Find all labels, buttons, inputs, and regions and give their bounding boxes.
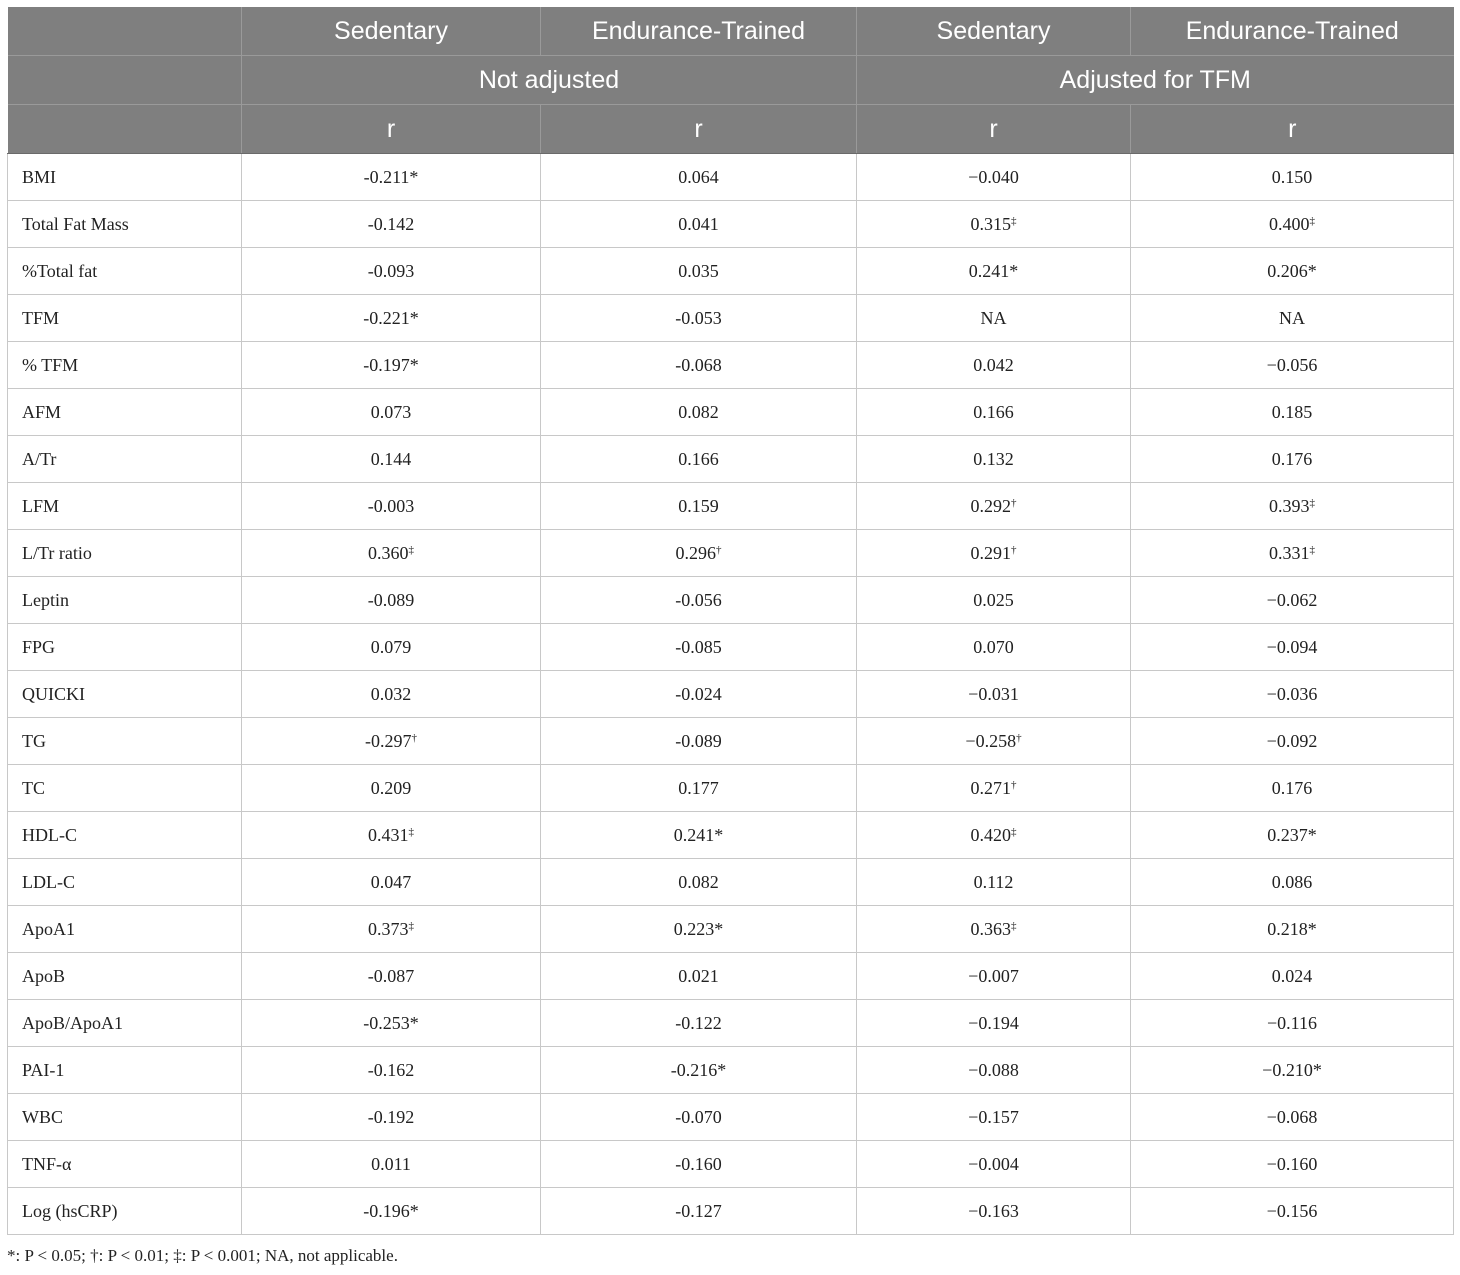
correlation-value: 0.185 [1271, 401, 1313, 422]
row-value-cell [541, 1141, 857, 1188]
row-value-cell [857, 577, 1131, 624]
row-value-cell [242, 295, 541, 342]
row-value-cell [541, 248, 857, 295]
row-label: LFM [8, 483, 242, 530]
correlation-value: −0.007 [968, 965, 1019, 986]
table-row [8, 342, 1454, 389]
row-label: L/Tr ratio [8, 530, 242, 577]
row-value-cell [1131, 671, 1454, 718]
header-r: r [242, 105, 541, 154]
row-value-cell [857, 295, 1131, 342]
row-label: % TFM [8, 342, 242, 389]
row-label: ApoB/ApoA1 [8, 1000, 242, 1047]
row-value-cell [541, 953, 857, 1000]
row-value-cell [242, 765, 541, 812]
correlation-value: 0.047 [370, 871, 412, 892]
correlation-value: 0.079 [370, 636, 412, 657]
row-value-cell [1131, 1000, 1454, 1047]
row-value-cell [857, 436, 1131, 483]
row-value-cell [541, 1047, 857, 1094]
correlation-value: 0.159 [678, 495, 719, 516]
row-value-cell [1131, 342, 1454, 389]
table-row [8, 718, 1454, 765]
row-label: QUICKI [8, 671, 242, 718]
correlation-value: 0.206* [1267, 260, 1317, 281]
row-value-cell [242, 201, 541, 248]
table-body [8, 154, 1454, 1235]
row-value-cell [541, 436, 857, 483]
correlation-value: 0.176 [1271, 448, 1313, 469]
correlation-value: 0.132 [973, 448, 1014, 469]
correlation-value: -0.221* [363, 307, 419, 328]
row-label: Total Fat Mass [8, 201, 242, 248]
table-row [8, 154, 1454, 201]
significance-mark: ‡ [408, 919, 414, 932]
table-row [8, 201, 1454, 248]
correlation-value: -0.068 [675, 354, 722, 375]
row-value-cell [242, 1000, 541, 1047]
row-value-cell [1131, 765, 1454, 812]
row-label: FPG [8, 624, 242, 671]
row-label: TG [8, 718, 242, 765]
row-label: WBC [8, 1094, 242, 1141]
correlation-value: -0.196* [363, 1200, 419, 1221]
row-value-cell [857, 624, 1131, 671]
row-value-cell [1131, 154, 1454, 201]
table-row [8, 953, 1454, 1000]
table-row [8, 1000, 1454, 1047]
correlation-value: -0.089 [675, 730, 722, 751]
correlation-value: 0.144 [370, 448, 412, 469]
header-sedentary-adjusted: Sedentary [857, 7, 1131, 56]
row-value-cell [242, 389, 541, 436]
row-value-cell [857, 483, 1131, 530]
correlation-value: 0.064 [678, 166, 719, 187]
correlation-value: −0.056 [1266, 354, 1318, 375]
row-value-cell [1131, 1188, 1454, 1235]
row-label: Leptin [8, 577, 242, 624]
row-value-cell [242, 859, 541, 906]
row-value-cell [541, 812, 857, 859]
row-value-cell [857, 154, 1131, 201]
row-value-cell [541, 342, 857, 389]
correlation-value: -0.253* [363, 1012, 419, 1033]
table-footnote: *: P < 0.05; †: P < 0.01; ‡: P < 0.001; NA, not applicable. [7, 1246, 398, 1265]
correlation-value: -0.211* [363, 166, 419, 187]
correlation-value: 0.296 [675, 542, 716, 563]
correlation-value: 0.032 [370, 683, 412, 704]
row-value-cell [857, 1141, 1131, 1188]
correlation-value: -0.024 [675, 683, 722, 704]
row-value-cell [242, 483, 541, 530]
significance-mark: ‡ [1011, 825, 1017, 838]
row-value-cell [242, 812, 541, 859]
table-row [8, 389, 1454, 436]
correlation-value: 0.315 [970, 213, 1011, 234]
significance-mark: ‡ [1309, 543, 1315, 556]
significance-mark: ‡ [408, 825, 414, 838]
header-r: r [541, 105, 857, 154]
row-value-cell [857, 671, 1131, 718]
correlation-value: -0.003 [367, 495, 415, 516]
header-row-groups [8, 7, 1454, 56]
correlation-value: -0.162 [367, 1059, 415, 1080]
row-value-cell [857, 248, 1131, 295]
row-value-cell [1131, 906, 1454, 953]
significance-mark: ‡ [408, 543, 414, 556]
correlation-value: −0.156 [1266, 1200, 1318, 1221]
correlation-value: 0.237* [1267, 824, 1317, 845]
row-value-cell [541, 1094, 857, 1141]
table-row [8, 624, 1454, 671]
row-value-cell [541, 201, 857, 248]
correlation-value: 0.241* [968, 260, 1019, 281]
table-row [8, 906, 1454, 953]
significance-mark: † [411, 731, 417, 744]
row-value-cell [242, 436, 541, 483]
significance-mark: † [1011, 778, 1017, 791]
correlation-value: −0.031 [968, 683, 1019, 704]
correlation-value: 0.166 [973, 401, 1014, 422]
correlation-value: 0.042 [973, 354, 1014, 375]
header-endurance-trained-adjusted: Endurance-Trained [1131, 7, 1454, 56]
correlation-value: NA [1279, 307, 1305, 328]
correlation-value: 0.431 [368, 824, 409, 845]
correlation-value: 0.400 [1269, 213, 1310, 234]
correlation-value: -0.093 [367, 260, 415, 281]
correlation-value: 0.035 [678, 260, 719, 281]
row-value-cell [242, 624, 541, 671]
row-value-cell [1131, 624, 1454, 671]
row-value-cell [857, 953, 1131, 1000]
row-value-cell [242, 1047, 541, 1094]
row-value-cell [242, 342, 541, 389]
correlation-value: 0.150 [1271, 166, 1313, 187]
header-r: r [857, 105, 1131, 154]
row-value-cell [242, 1094, 541, 1141]
row-value-cell [541, 389, 857, 436]
row-value-cell [242, 248, 541, 295]
row-value-cell [857, 1094, 1131, 1141]
significance-mark: † [1016, 731, 1022, 744]
row-value-cell [1131, 248, 1454, 295]
row-value-cell [857, 389, 1131, 436]
row-value-cell [541, 859, 857, 906]
correlation-value: -0.053 [675, 307, 722, 328]
header-sedentary: Sedentary [242, 7, 541, 56]
row-value-cell [1131, 436, 1454, 483]
row-value-cell [1131, 483, 1454, 530]
significance-mark: ‡ [1309, 214, 1315, 227]
table-row [8, 812, 1454, 859]
correlation-value: 0.021 [678, 965, 719, 986]
row-label: ApoA1 [8, 906, 242, 953]
correlation-value: 0.393 [1269, 495, 1310, 516]
correlation-value: 0.086 [1271, 871, 1313, 892]
header-corner-cell [8, 7, 242, 56]
correlation-value: -0.087 [367, 965, 415, 986]
row-value-cell [1131, 718, 1454, 765]
row-value-cell [541, 765, 857, 812]
correlation-value: 0.271 [970, 777, 1011, 798]
row-label: HDL-C [8, 812, 242, 859]
table-row [8, 1094, 1454, 1141]
row-value-cell [541, 718, 857, 765]
correlation-value: -0.192 [367, 1106, 415, 1127]
correlation-value: -0.056 [675, 589, 722, 610]
correlation-value: −0.068 [1266, 1106, 1318, 1127]
row-value-cell [541, 154, 857, 201]
row-value-cell [242, 953, 541, 1000]
correlation-value: -0.197* [363, 354, 419, 375]
table-row [8, 671, 1454, 718]
correlation-value: NA [980, 307, 1007, 328]
row-label: TFM [8, 295, 242, 342]
correlation-value: -0.127 [675, 1200, 722, 1221]
correlation-table-container [7, 7, 1453, 1235]
correlation-value: 0.166 [678, 448, 719, 469]
table-row [8, 1047, 1454, 1094]
correlation-value: −0.004 [968, 1153, 1019, 1174]
row-value-cell [242, 577, 541, 624]
row-value-cell [541, 906, 857, 953]
correlation-value: 0.291 [970, 542, 1011, 563]
correlation-value: 0.360 [368, 542, 409, 563]
significance-mark: † [716, 543, 722, 556]
row-value-cell [541, 483, 857, 530]
table-row [8, 1188, 1454, 1235]
row-value-cell [242, 1188, 541, 1235]
correlation-value: 0.363 [970, 918, 1011, 939]
table-row [8, 765, 1454, 812]
significance-mark: ‡ [1011, 214, 1017, 227]
significance-mark: ‡ [1309, 496, 1315, 509]
correlation-value: -0.085 [675, 636, 722, 657]
correlation-value: -0.089 [367, 589, 415, 610]
row-value-cell [857, 765, 1131, 812]
header-row-statistic [8, 105, 1454, 154]
row-value-cell [1131, 389, 1454, 436]
significance-mark: ‡ [1011, 919, 1017, 932]
row-label: PAI-1 [8, 1047, 242, 1094]
row-value-cell [242, 154, 541, 201]
correlation-value: 0.112 [973, 871, 1014, 892]
correlation-value: 0.218* [1267, 918, 1317, 939]
table-row [8, 295, 1454, 342]
correlation-value: −0.036 [1266, 683, 1318, 704]
row-value-cell [1131, 859, 1454, 906]
row-label: TNF-α [8, 1141, 242, 1188]
row-value-cell [857, 342, 1131, 389]
row-value-cell [541, 530, 857, 577]
row-value-cell [1131, 530, 1454, 577]
header-not-adjusted: Not adjusted [242, 56, 857, 105]
table-header [8, 7, 1454, 154]
correlation-value: −0.210* [1262, 1059, 1322, 1080]
table-row [8, 530, 1454, 577]
header-r: r [1131, 105, 1454, 154]
correlation-value: 0.420 [970, 824, 1011, 845]
row-label: A/Tr [8, 436, 242, 483]
correlation-value: 0.041 [678, 213, 719, 234]
correlation-value: -0.160 [675, 1153, 722, 1174]
correlation-value: 0.331 [1269, 542, 1310, 563]
row-value-cell [1131, 1094, 1454, 1141]
correlation-value: 0.241* [673, 824, 724, 845]
correlation-value: 0.073 [370, 401, 412, 422]
row-value-cell [857, 718, 1131, 765]
correlation-value: 0.223* [673, 918, 724, 939]
table-row [8, 483, 1454, 530]
correlation-value: −0.258 [965, 730, 1017, 751]
header-empty-cell [8, 56, 242, 105]
row-value-cell [857, 1188, 1131, 1235]
correlation-value: −0.092 [1266, 730, 1318, 751]
row-value-cell [541, 624, 857, 671]
correlation-value: 0.082 [678, 871, 719, 892]
row-value-cell [242, 1141, 541, 1188]
correlation-value: −0.194 [968, 1012, 1019, 1033]
correlation-value: 0.025 [973, 589, 1014, 610]
correlation-value: 0.373 [368, 918, 409, 939]
correlation-value: −0.160 [1266, 1153, 1318, 1174]
row-value-cell [1131, 953, 1454, 1000]
correlation-value: -0.297 [365, 730, 412, 751]
row-value-cell [857, 906, 1131, 953]
row-value-cell [1131, 812, 1454, 859]
row-label: ApoB [8, 953, 242, 1000]
row-value-cell [541, 1188, 857, 1235]
correlation-value: −0.116 [1267, 1012, 1317, 1033]
correlation-value: -0.122 [675, 1012, 722, 1033]
row-value-cell [857, 812, 1131, 859]
table-row [8, 577, 1454, 624]
correlation-value: -0.216* [670, 1059, 727, 1080]
table-row [8, 436, 1454, 483]
row-label: BMI [8, 154, 242, 201]
correlation-value: −0.088 [968, 1059, 1019, 1080]
correlation-value: 0.082 [678, 401, 719, 422]
row-value-cell [857, 530, 1131, 577]
row-label: TC [8, 765, 242, 812]
row-value-cell [541, 577, 857, 624]
row-value-cell [857, 1000, 1131, 1047]
correlation-value: −0.094 [1266, 636, 1318, 657]
row-label: AFM [8, 389, 242, 436]
correlation-value: −0.040 [968, 166, 1019, 187]
row-value-cell [1131, 295, 1454, 342]
row-value-cell [242, 671, 541, 718]
correlation-value: 0.011 [371, 1153, 411, 1174]
row-value-cell [857, 201, 1131, 248]
correlation-value: 0.209 [370, 777, 412, 798]
row-value-cell [242, 718, 541, 765]
correlation-value: −0.163 [968, 1200, 1019, 1221]
row-value-cell [1131, 577, 1454, 624]
correlation-value: −0.157 [968, 1106, 1019, 1127]
correlation-value: 0.070 [973, 636, 1014, 657]
row-value-cell [541, 671, 857, 718]
row-value-cell [541, 1000, 857, 1047]
table-row [8, 1141, 1454, 1188]
correlation-value: 0.292 [970, 495, 1011, 516]
row-value-cell [857, 859, 1131, 906]
correlation-table [7, 7, 1454, 1235]
header-row-adjustment [8, 56, 1454, 105]
correlation-value: 0.177 [678, 777, 719, 798]
table-row [8, 859, 1454, 906]
row-label: LDL-C [8, 859, 242, 906]
significance-mark: † [1011, 543, 1017, 556]
significance-mark: † [1011, 496, 1017, 509]
correlation-value: 0.176 [1271, 777, 1313, 798]
row-label: %Total fat [8, 248, 242, 295]
correlation-value: -0.142 [367, 213, 415, 234]
table-row [8, 248, 1454, 295]
correlation-value: -0.070 [675, 1106, 722, 1127]
header-endurance-trained: Endurance-Trained [541, 7, 857, 56]
row-value-cell [242, 906, 541, 953]
row-value-cell [242, 530, 541, 577]
row-label: Log (hsCRP) [8, 1188, 242, 1235]
row-value-cell [1131, 201, 1454, 248]
header-empty-cell [8, 105, 242, 154]
row-value-cell [541, 295, 857, 342]
header-adjusted-for-tfm: Adjusted for TFM [857, 56, 1454, 105]
row-value-cell [1131, 1047, 1454, 1094]
row-value-cell [857, 1047, 1131, 1094]
correlation-value: −0.062 [1266, 589, 1318, 610]
correlation-value: 0.024 [1271, 965, 1313, 986]
row-value-cell [1131, 1141, 1454, 1188]
